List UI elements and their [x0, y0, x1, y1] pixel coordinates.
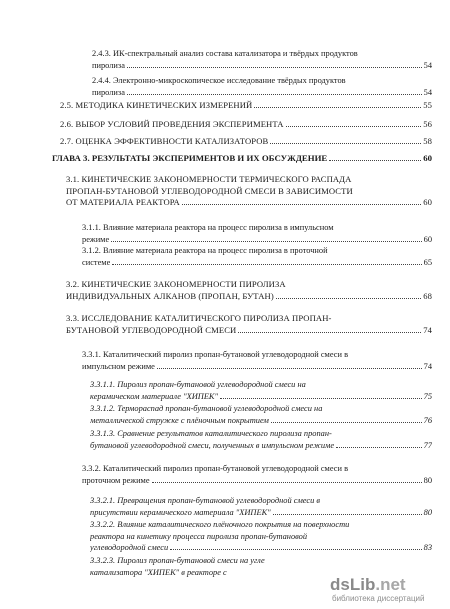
toc-entry-title-line: 2.5. МЕТОДИКА КИНЕТИЧЕСКИХ ИЗМЕРЕНИЙ	[60, 100, 253, 110]
toc-page-number: 80	[423, 507, 432, 517]
toc-page-number: 60	[423, 234, 432, 244]
toc-entry-last-line	[60, 100, 432, 112]
dot-leader	[127, 94, 422, 95]
toc-page-number: 68	[423, 290, 432, 301]
toc-entry-last-line	[92, 87, 432, 99]
toc-entry[interactable]	[66, 313, 432, 336]
toc-entry-last-line	[90, 507, 432, 519]
toc-entry[interactable]	[90, 428, 432, 451]
dot-leader	[182, 204, 421, 205]
toc-entry[interactable]	[92, 48, 432, 71]
toc-entry[interactable]	[82, 349, 432, 372]
toc-entry[interactable]	[60, 100, 432, 112]
toc-entry-title-line: ИНДИВИДУАЛЬНЫХ АЛКАНОВ (ПРОПАН, БУТАН)	[66, 290, 274, 301]
toc-entry-last-line	[52, 153, 432, 165]
toc-entry-title-line: 3.3. ИССЛЕДОВАНИЕ КАТАЛИТИЧЕСКОГО ПИРОЛИЗА ПРОПАН-	[66, 313, 332, 323]
toc-entry-title-line: 3.3.2. Каталитический пиролиз пропан-бутановой углеводородной смеси в	[82, 464, 349, 473]
dot-leader	[276, 298, 421, 299]
toc-page-number: 74	[423, 324, 432, 335]
dot-leader	[336, 447, 422, 448]
toc-entry[interactable]	[82, 222, 432, 245]
toc-page-number: 65	[423, 257, 432, 267]
toc-page-number: 55	[423, 100, 432, 110]
toc-page-number: 60	[423, 153, 432, 163]
toc-page-number: 76	[423, 415, 432, 425]
toc-entry-title-line: 3.1. КИНЕТИЧЕСКИЕ ЗАКОНОМЕРНОСТИ ТЕРМИЧЕСКОГО РАСПАДА	[66, 174, 352, 184]
toc-entry-last-line	[66, 291, 432, 303]
dot-leader	[271, 422, 422, 423]
toc-entry[interactable]	[82, 245, 432, 268]
toc-page-number: 74	[423, 361, 432, 371]
toc-entry-title-line: режиме	[82, 234, 110, 244]
toc-entry-last-line	[82, 475, 432, 487]
toc-entry[interactable]	[60, 136, 432, 148]
toc-entry-title-line: 3.2. КИНЕТИЧЕСКИЕ ЗАКОНОМЕРНОСТИ ПИРОЛИЗА	[66, 279, 286, 289]
toc-entry-title-line: 2.7. ОЦЕНКА ЭФФЕКТИВНОСТИ КАТАЛИЗАТОРОВ	[60, 136, 269, 146]
toc-entry-title-line: 3.3.2.2. Влияние каталитического плёночного покрытия на поверхности	[90, 520, 350, 529]
toc-page-number: 83	[423, 543, 432, 552]
toc-entry[interactable]	[90, 495, 432, 518]
toc-entry-title-line: металлической стружке с плёночным покрытием	[90, 415, 269, 425]
toc-entry-title-line: системе	[82, 257, 111, 267]
toc-page-number: 75	[423, 391, 432, 401]
toc-page-number: 54	[423, 87, 432, 97]
toc-entry-title-line: ПРОПАН-БУТАНОВОЙ УГЛЕВОДОРОДНОЙ СМЕСИ В ЗАВИСИМОСТИ	[66, 185, 353, 196]
toc-page-number: 60	[423, 197, 432, 207]
toc-entry-last-line	[66, 197, 432, 209]
toc-entry-title-line: 2.4.4. Электронно-микроскопическое исследование твёрдых продуктов	[92, 76, 346, 85]
dot-leader	[254, 107, 421, 108]
toc-entry-title-line: 3.3.1.2. Термораспад пропан-бутановой углеводородной смеси на	[90, 404, 323, 413]
toc-entry[interactable]	[92, 75, 432, 98]
toc-entry[interactable]	[66, 174, 432, 209]
toc-entry-title-line: бутановой углеводородной смеси, полученных в импульсном режиме	[90, 440, 335, 450]
toc-entry-title-line: 2.6. ВЫБОР УСЛОВИЙ ПРОВЕДЕНИЯ ЭКСПЕРИМЕНТА	[60, 119, 284, 129]
toc-entry-title-line: керамическом материале "ХИПЕК"	[90, 391, 219, 401]
dot-leader	[111, 241, 421, 242]
toc-entry-title-line: пиролиза	[92, 60, 125, 70]
toc-entry-title-line: 3.3.2.3. Пиролиз пропан-бутановой смеси на угле	[90, 556, 265, 565]
toc-entry-last-line	[60, 119, 432, 131]
dot-leader	[273, 514, 422, 515]
toc-page-number: 80	[423, 475, 432, 485]
dot-leader	[152, 482, 422, 483]
toc-entry[interactable]	[90, 403, 432, 426]
toc-entry[interactable]	[52, 153, 432, 165]
toc-page-number: 77	[423, 440, 432, 450]
dot-leader	[112, 264, 421, 265]
dot-leader	[286, 126, 422, 127]
dslib-logo: dsLib.net	[330, 575, 406, 594]
toc-page-number: 54	[423, 60, 432, 70]
toc-entry-title-line: пиролиза	[92, 87, 125, 97]
dot-leader	[127, 67, 422, 68]
toc-page-number: 56	[423, 119, 432, 129]
toc-entry-title-line: 3.1.2. Влияние материала реактора на процесс пиролиза в проточной	[82, 246, 328, 255]
dot-leader	[329, 160, 421, 161]
toc-entry-title-line: 3.3.2.1. Превращения пропан-бутановой углеводородной смеси в	[90, 496, 321, 505]
dot-leader	[170, 549, 421, 550]
toc-entry-title-line: 3.3.1.1. Пиролиз пропан-бутановой углеводородной смеси на	[90, 380, 306, 389]
toc-entry-title-line: ОТ МАТЕРИАЛА РЕАКТОРА	[66, 197, 180, 207]
toc-entry-title-line: присутствии керамического материала "ХИПЕК"	[90, 507, 271, 517]
toc-entry-title-line: БУТАНОВОЙ УГЛЕВОДОРОДНОЙ СМЕСИ	[66, 324, 237, 335]
toc-entry-last-line	[92, 60, 432, 72]
toc-entry-title-line: 3.3.1.3. Сравнение результатов каталитического пиролиза пропан-	[90, 429, 332, 438]
toc-entry[interactable]	[90, 379, 432, 402]
toc-entry-title-line: проточном режиме	[82, 475, 150, 485]
toc-entry-title-line: катализатора "ХИПЕК" в реакторе с	[90, 567, 227, 577]
toc-entry-last-line	[82, 257, 432, 269]
toc-entry-last-line	[60, 136, 432, 148]
toc-entry-last-line	[90, 542, 432, 554]
toc-page-number: 58	[423, 136, 432, 146]
toc-entry-title-line: 2.4.3. ИК-спектральный анализ состава катализатора и твёрдых продуктов	[92, 49, 358, 58]
toc-entry[interactable]	[82, 463, 432, 486]
toc-entry-title-line: ГЛАВА 3. РЕЗУЛЬТАТЫ ЭКСПЕРИМЕНТОВ И ИХ ОБСУЖДЕНИЕ	[52, 153, 328, 163]
toc-entry-last-line	[66, 325, 432, 337]
toc-entry-title-line: 3.3.1. Каталитический пиролиз пропан-бутановой углеводородной смеси в	[82, 350, 349, 359]
toc-entry-title-line: углеводородной смеси	[90, 543, 169, 552]
toc-entry-last-line	[82, 234, 432, 246]
toc-entry-title-line: 3.1.1. Влияние материала реактора на процесс пиролиза в импульсном	[82, 223, 334, 232]
toc-entry[interactable]	[60, 119, 432, 131]
dot-leader	[238, 332, 421, 333]
toc-entry-last-line	[90, 415, 432, 427]
toc-entry-title-line: реактора на кинетику процесса пиролиза пропан-бутановой	[90, 531, 308, 541]
dot-leader	[157, 368, 422, 369]
dot-leader	[270, 143, 421, 144]
toc-entry-title-line: импульсном режиме	[82, 361, 155, 371]
dot-leader	[220, 398, 422, 399]
dslib-watermark[interactable]	[330, 573, 448, 605]
toc-entry-last-line	[90, 391, 432, 403]
toc-entry-last-line	[90, 440, 432, 452]
dslib-tagline: библиотека диссертаций	[332, 594, 425, 603]
toc-entry-last-line	[82, 361, 432, 373]
toc-entry[interactable]	[66, 279, 432, 302]
toc-entry[interactable]	[90, 519, 432, 554]
